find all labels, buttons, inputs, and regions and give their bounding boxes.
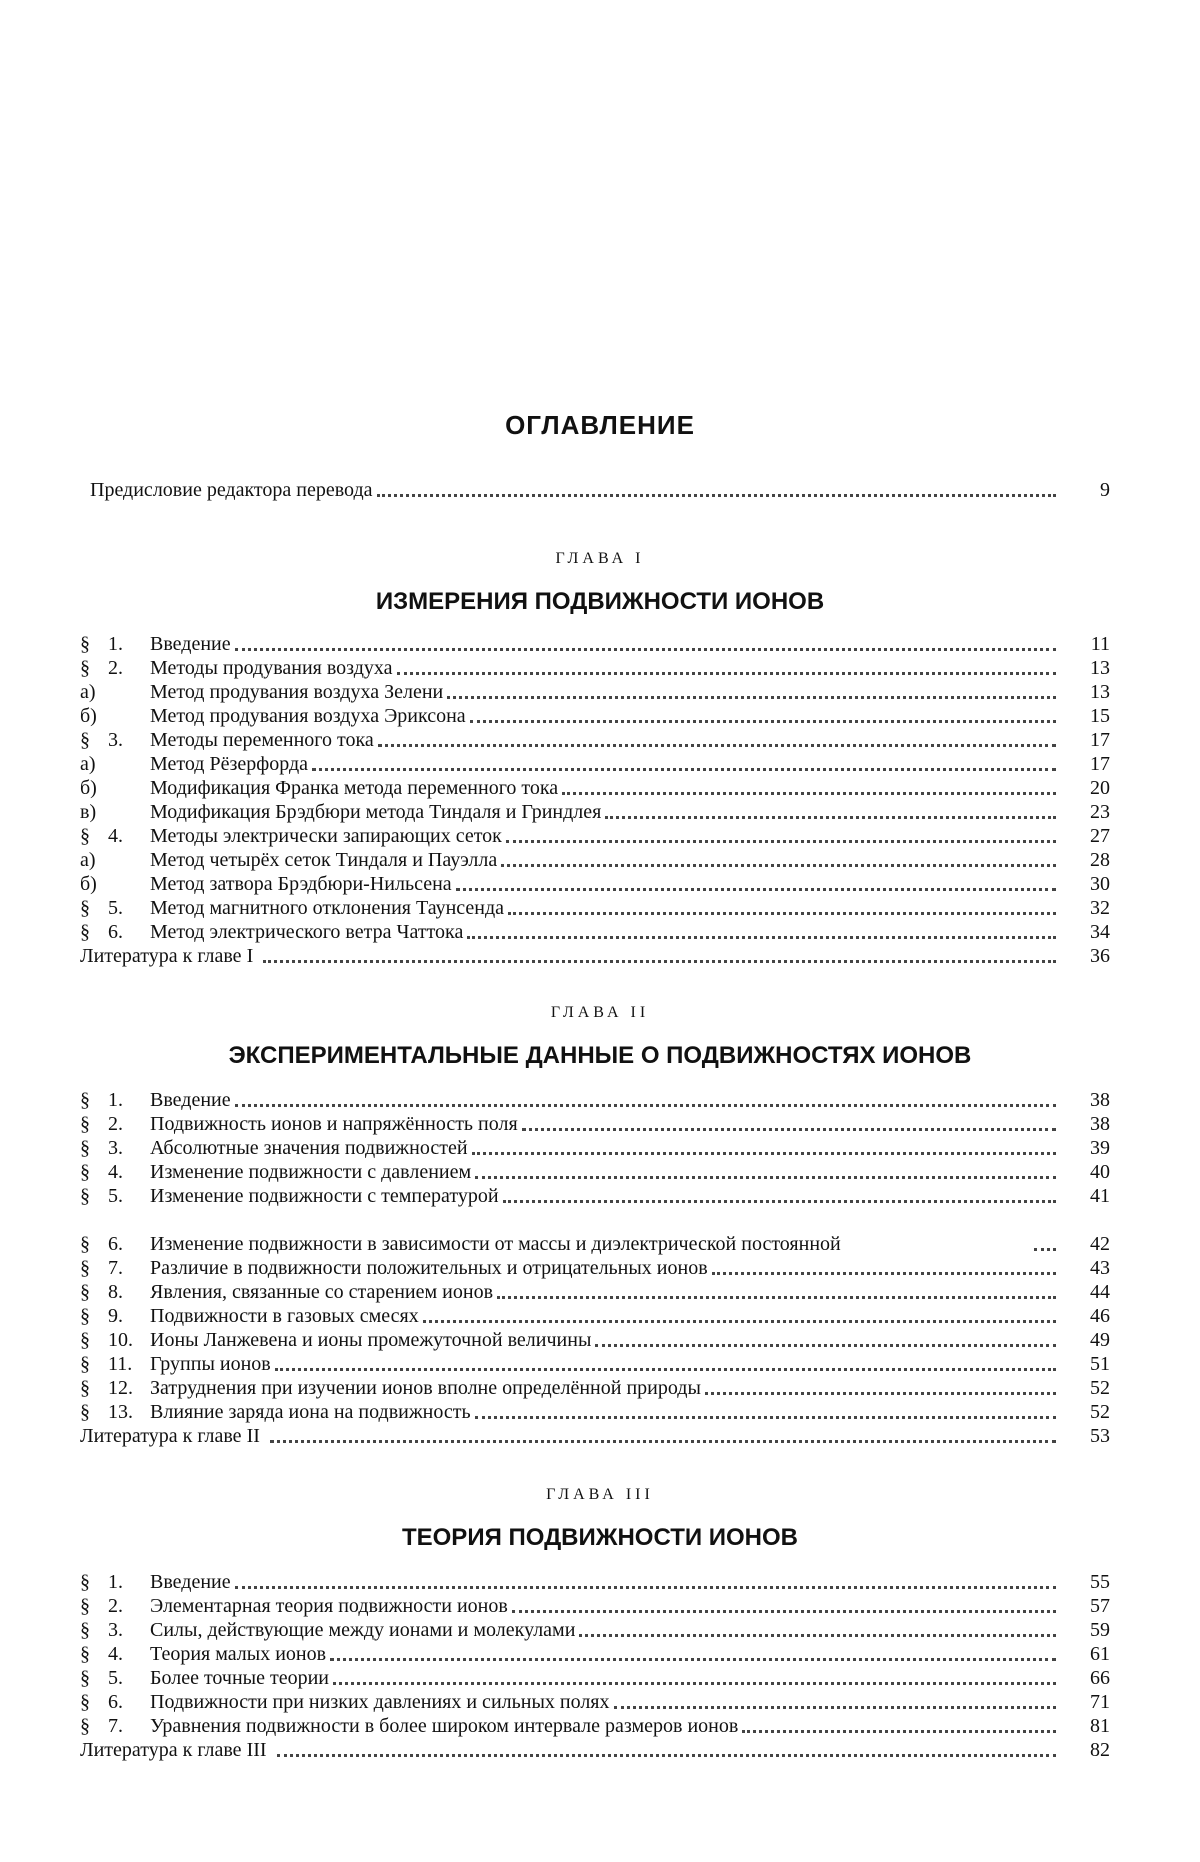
leader-dots [333, 1670, 1056, 1685]
entry-text: Подвижность ионов и напряжённость поля [150, 1112, 518, 1136]
subentry-letter: б) [80, 704, 150, 728]
literature-text: Литература к главе III [80, 1738, 267, 1762]
entry-page: 57 [1062, 1594, 1110, 1618]
subentry-letter: в) [80, 800, 150, 824]
entry-page: 28 [1062, 848, 1110, 872]
section-number: 5. [108, 896, 150, 920]
toc-entry[interactable] [80, 1208, 1110, 1256]
entry-text: Изменение подвижности в зависимости от массы и диэлектрической постоянной [150, 1233, 1030, 1256]
toc-entry[interactable] [80, 1376, 1110, 1400]
toc-entry[interactable] [80, 896, 1110, 920]
section-sign: § [80, 1714, 108, 1738]
toc-entry[interactable] [80, 1328, 1110, 1352]
section-number: 7. [108, 1714, 150, 1738]
section-sign: § [80, 1594, 108, 1618]
section-sign: § [80, 1160, 108, 1184]
entry-page: 49 [1062, 1328, 1110, 1352]
entry-text: Уравнения подвижности в более широком интервале размеров ионов [150, 1714, 738, 1738]
toc-entry[interactable] [80, 848, 1110, 872]
toc-entry[interactable] [80, 1666, 1110, 1690]
leader-dots [330, 1646, 1056, 1661]
entry-text: Подвижности при низких давлениях и сильных полях [150, 1690, 610, 1714]
subentry-letter: б) [80, 872, 150, 896]
entry-text: Метод четырёх сеток Тиндаля и Пауэлла [150, 848, 497, 872]
leader-dots [423, 1308, 1056, 1323]
section-number: 7. [108, 1256, 150, 1280]
toc-entry[interactable] [80, 1304, 1110, 1328]
section-sign: § [80, 1618, 108, 1642]
entry-text: Силы, действующие между ионами и молекулами [150, 1618, 575, 1642]
section-sign: § [80, 1112, 108, 1136]
entry-page: 17 [1062, 728, 1110, 752]
section-number: 1. [108, 1570, 150, 1594]
subentry-letter: а) [80, 680, 150, 704]
section-number: 3. [108, 728, 150, 752]
literature-entry[interactable] [80, 1424, 1110, 1448]
section-sign: § [80, 1304, 108, 1328]
leader-dots [1034, 1236, 1056, 1251]
toc-entry[interactable] [80, 728, 1110, 752]
entry-page: 30 [1062, 872, 1110, 896]
section-number: 4. [108, 1642, 150, 1666]
entry-page: 55 [1062, 1570, 1110, 1594]
leader-dots [277, 1742, 1056, 1757]
entry-text: Метод затвора Брэдбюри-Нильсена [150, 872, 452, 896]
section-sign: § [80, 896, 108, 920]
section-number: 8. [108, 1280, 150, 1304]
entry-text: Подвижности в газовых смесях [150, 1304, 419, 1328]
chapter-1-label: ГЛАВА I [0, 550, 1200, 568]
entry-text: Методы переменного тока [150, 728, 374, 752]
entry-text: Метод Рёзерфорда [150, 752, 308, 776]
leader-dots [579, 1622, 1056, 1637]
entry-page: 42 [1062, 1232, 1110, 1256]
section-number: 6. [108, 920, 150, 944]
toc-entry[interactable] [80, 1618, 1110, 1642]
toc-entry[interactable] [80, 800, 1110, 824]
leader-dots [377, 482, 1056, 497]
entry-page: 9 [1062, 478, 1110, 502]
entry-text: Предисловие редактора перевода [90, 478, 373, 502]
entry-page: 46 [1062, 1304, 1110, 1328]
leader-dots [470, 708, 1056, 723]
leader-dots [512, 1598, 1056, 1613]
section-number: 6. [108, 1690, 150, 1714]
entry-text: Изменение подвижности с температурой [150, 1184, 499, 1208]
section-sign: § [80, 1256, 108, 1280]
preface-entry[interactable] [90, 478, 1110, 502]
entry-text: Модификация Брэдбюри метода Тиндаля и Гриндлея [150, 800, 601, 824]
entry-text: Введение [150, 632, 231, 656]
entry-page: 13 [1062, 680, 1110, 704]
entry-page: 52 [1062, 1400, 1110, 1424]
section-sign: § [80, 1352, 108, 1376]
leader-dots [506, 828, 1056, 843]
leader-dots [312, 756, 1056, 771]
section-sign: § [80, 1690, 108, 1714]
toc-entry[interactable] [80, 680, 1110, 704]
section-sign: § [80, 1642, 108, 1666]
entry-text: Абсолютные значения подвижностей [150, 1136, 468, 1160]
leader-dots [501, 852, 1056, 867]
leader-dots [235, 1574, 1056, 1589]
entry-page: 61 [1062, 1642, 1110, 1666]
section-number: 1. [108, 632, 150, 656]
leader-dots [263, 948, 1056, 963]
section-sign: § [80, 824, 108, 848]
toc-entry[interactable] [80, 1594, 1110, 1618]
toc-page [0, 0, 1200, 1862]
toc-entry[interactable] [80, 704, 1110, 728]
section-sign: § [80, 1136, 108, 1160]
toc-entry[interactable] [80, 776, 1110, 800]
section-number: 10. [108, 1328, 150, 1352]
leader-dots [235, 636, 1056, 651]
section-number: 5. [108, 1666, 150, 1690]
section-number: 9. [108, 1304, 150, 1328]
leader-dots [522, 1116, 1056, 1131]
chapter-1-title: ИЗМЕРЕНИЯ ПОДВИЖНОСТИ ИОНОВ [0, 588, 1200, 616]
entry-text: Методы электрически запирающих сеток [150, 824, 502, 848]
literature-entry[interactable] [80, 944, 1110, 968]
entry-text: Изменение подвижности с давлением [150, 1160, 471, 1184]
leader-dots [378, 732, 1056, 747]
section-sign: § [80, 1280, 108, 1304]
section-sign: § [80, 1400, 108, 1424]
entry-page: 43 [1062, 1256, 1110, 1280]
chapter-2-title: ЭКСПЕРИМЕНТАЛЬНЫЕ ДАННЫЕ О ПОДВИЖНОСТЯХ ИОНОВ [0, 1042, 1200, 1070]
leader-dots [503, 1188, 1056, 1203]
entry-page: 17 [1062, 752, 1110, 776]
literature-text: Литература к главе I [80, 944, 253, 968]
entry-text: Методы продувания воздуха [150, 656, 393, 680]
entry-page: 32 [1062, 896, 1110, 920]
toc-entry[interactable] [80, 1160, 1110, 1184]
toc-entry[interactable] [80, 824, 1110, 848]
leader-dots [397, 660, 1056, 675]
leader-dots [562, 780, 1056, 795]
entry-page: 15 [1062, 704, 1110, 728]
entry-page: 23 [1062, 800, 1110, 824]
literature-page: 82 [1062, 1738, 1110, 1762]
leader-dots [614, 1694, 1056, 1709]
chapter-1-entries [80, 632, 1110, 968]
toc-entry[interactable] [80, 1280, 1110, 1304]
leader-dots [705, 1380, 1056, 1395]
entry-text: Элементарная теория подвижности ионов [150, 1594, 508, 1618]
section-number: 5. [108, 1184, 150, 1208]
entry-page: 11 [1062, 632, 1110, 656]
entry-page: 66 [1062, 1666, 1110, 1690]
entry-page: 44 [1062, 1280, 1110, 1304]
toc-entry[interactable] [80, 1570, 1110, 1594]
chapter-3-entries [80, 1570, 1110, 1762]
page-title: ОГЛАВЛЕНИЕ [0, 410, 1200, 441]
entry-page: 38 [1062, 1088, 1110, 1112]
section-number: 4. [108, 1160, 150, 1184]
entry-page: 34 [1062, 920, 1110, 944]
leader-dots [742, 1718, 1056, 1733]
entry-page: 38 [1062, 1112, 1110, 1136]
section-number: 13. [108, 1400, 150, 1424]
leader-dots [475, 1404, 1056, 1419]
toc-entry[interactable] [80, 1352, 1110, 1376]
section-number: 1. [108, 1088, 150, 1112]
leader-dots [472, 1140, 1056, 1155]
entry-page: 41 [1062, 1184, 1110, 1208]
toc-entry[interactable] [80, 1714, 1110, 1738]
leader-dots [508, 900, 1056, 915]
toc-entry[interactable] [80, 920, 1110, 944]
toc-entry[interactable] [80, 656, 1110, 680]
section-number: 4. [108, 824, 150, 848]
section-sign: § [80, 1328, 108, 1352]
section-number: 3. [108, 1618, 150, 1642]
section-number: 12. [108, 1376, 150, 1400]
entry-text: Различие в подвижности положительных и отрицательных ионов [150, 1256, 708, 1280]
leader-dots [475, 1164, 1056, 1179]
entry-page: 59 [1062, 1618, 1110, 1642]
literature-page: 36 [1062, 944, 1110, 968]
leader-dots [235, 1092, 1056, 1107]
subentry-letter: а) [80, 848, 150, 872]
leader-dots [270, 1428, 1056, 1443]
entry-text: Метод электрического ветра Чаттока [150, 920, 463, 944]
chapter-3-label: ГЛАВА III [0, 1486, 1200, 1504]
toc-entry[interactable] [80, 1690, 1110, 1714]
section-sign: § [80, 656, 108, 680]
toc-entry[interactable] [80, 752, 1110, 776]
leader-dots [275, 1356, 1056, 1371]
leader-dots [497, 1284, 1056, 1299]
chapter-3-title: ТЕОРИЯ ПОДВИЖНОСТИ ИОНОВ [0, 1524, 1200, 1552]
toc-entry[interactable] [80, 1184, 1110, 1208]
leader-dots [467, 924, 1056, 939]
section-sign: § [80, 1376, 108, 1400]
entry-page: 81 [1062, 1714, 1110, 1738]
toc-entry[interactable] [80, 1136, 1110, 1160]
entry-text: Теория малых ионов [150, 1642, 326, 1666]
leader-dots [456, 876, 1056, 891]
entry-text: Явления, связанные со старением ионов [150, 1280, 493, 1304]
entry-text: Более точные теории [150, 1666, 329, 1690]
chapter-2-entries [80, 1088, 1110, 1448]
entry-text: Введение [150, 1088, 231, 1112]
section-number: 2. [108, 1112, 150, 1136]
entry-page: 71 [1062, 1690, 1110, 1714]
entry-page: 40 [1062, 1160, 1110, 1184]
leader-dots [605, 804, 1056, 819]
entry-page: 27 [1062, 824, 1110, 848]
entry-text: Ионы Ланжевена и ионы промежуточной величины [150, 1328, 591, 1352]
entry-text: Затруднения при изучении ионов вполне определённой природы [150, 1376, 701, 1400]
section-number: 3. [108, 1136, 150, 1160]
entry-text: Метод магнитного отклонения Таунсенда [150, 896, 504, 920]
section-number: 2. [108, 1594, 150, 1618]
section-number: 11. [108, 1352, 150, 1376]
entry-page: 39 [1062, 1136, 1110, 1160]
toc-entry[interactable] [80, 872, 1110, 896]
entry-page: 20 [1062, 776, 1110, 800]
section-number: 2. [108, 656, 150, 680]
toc-entry[interactable] [80, 1642, 1110, 1666]
subentry-letter: а) [80, 752, 150, 776]
section-sign: § [80, 920, 108, 944]
leader-dots [447, 684, 1056, 699]
section-sign: § [80, 1184, 108, 1208]
literature-entry[interactable] [80, 1738, 1110, 1762]
entry-text: Модификация Франка метода переменного тока [150, 776, 558, 800]
section-sign: § [80, 1570, 108, 1594]
literature-text: Литература к главе II [80, 1424, 260, 1448]
entry-page: 51 [1062, 1352, 1110, 1376]
leader-dots [712, 1260, 1056, 1275]
literature-page: 53 [1062, 1424, 1110, 1448]
entry-text: Группы ионов [150, 1352, 271, 1376]
section-sign: § [80, 632, 108, 656]
subentry-letter: б) [80, 776, 150, 800]
entry-text: Влияние заряда иона на подвижность [150, 1400, 471, 1424]
entry-text: Метод продувания воздуха Зелени [150, 680, 443, 704]
entry-text: Введение [150, 1570, 231, 1594]
toc-entry[interactable] [80, 1400, 1110, 1424]
section-sign: § [80, 1666, 108, 1690]
entry-text: Метод продувания воздуха Эриксона [150, 704, 466, 728]
section-sign: § [80, 1088, 108, 1112]
chapter-2-label: ГЛАВА II [0, 1004, 1200, 1022]
toc-entry[interactable] [80, 1256, 1110, 1280]
leader-dots [595, 1332, 1056, 1347]
toc-entry[interactable] [80, 1088, 1110, 1112]
entry-page: 52 [1062, 1376, 1110, 1400]
section-number: 6. [108, 1232, 150, 1256]
toc-entry[interactable] [80, 1112, 1110, 1136]
toc-entry[interactable] [80, 632, 1110, 656]
section-sign: § [80, 728, 108, 752]
entry-page: 13 [1062, 656, 1110, 680]
section-sign: § [80, 1232, 108, 1256]
